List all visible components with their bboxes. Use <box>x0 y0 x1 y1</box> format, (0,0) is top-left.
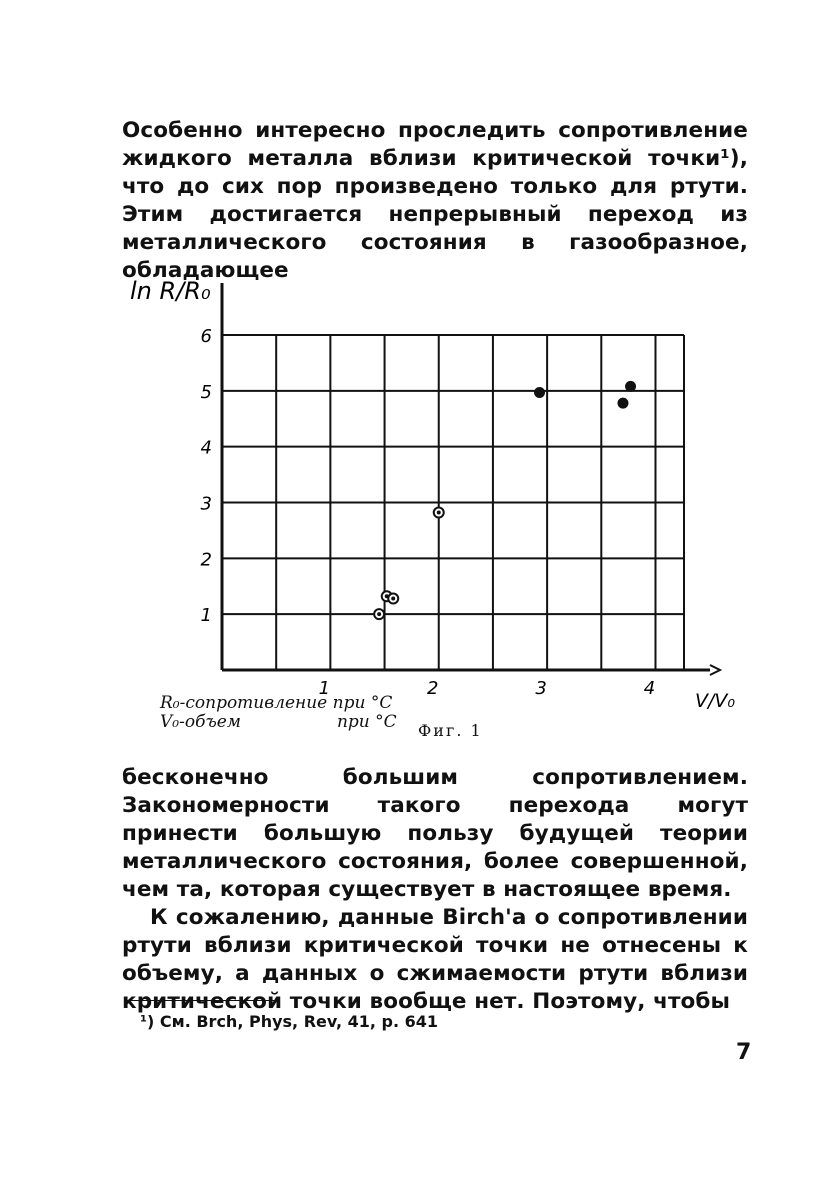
x-axis-arrow <box>710 665 720 675</box>
body-text-top <box>122 117 748 285</box>
data-point <box>534 387 545 398</box>
x-tick-label: 3 <box>535 678 547 699</box>
footnote: ¹) См. Brch, Phys, Rev, 41, p. 641 <box>140 1012 439 1031</box>
y-axis-label: ln R/R₀ <box>130 277 211 305</box>
y-tick-label: 5 <box>200 381 212 403</box>
x-axis-label: V/V₀ <box>695 690 736 712</box>
data-point-center <box>437 511 441 515</box>
figure-legend <box>160 694 397 732</box>
legend-r-line: R₀-сопротивление при °C <box>160 693 393 713</box>
chart-ticks <box>201 326 656 699</box>
chart-points <box>374 381 636 619</box>
chart-grid <box>222 335 684 670</box>
y-tick-label: 1 <box>200 605 212 627</box>
y-tick-label: 3 <box>200 493 212 515</box>
x-tick-label: 1 <box>318 678 331 699</box>
figure-chart <box>130 265 736 715</box>
y-tick-label: 2 <box>200 549 212 571</box>
paragraph: бесконечно большим сопротивлением. Закономерности такого перехода могут принести большую пользу будущей теории металлического состояния, более совершенной, чем та, которая существует в настоящее время. <box>122 765 748 902</box>
footnote-rule <box>124 1000 274 1001</box>
y-tick-label: 4 <box>200 437 212 459</box>
data-point-center <box>377 612 381 616</box>
paragraph: Особенно интересно проследить сопротивление жидкого металла вблизи критической точки¹), что до сих пор произведено только для ртути. Этим достигается непрерывный переход из металлического состояния в газообразное, обладающее <box>122 118 748 283</box>
body-text-bottom <box>122 764 748 1016</box>
legend-r-unit: °C <box>370 693 393 713</box>
page-number: 7 <box>736 1040 752 1065</box>
chart-axes <box>222 283 720 675</box>
paragraph: К сожалению, данные Birch'а о сопротивлении ртути вблизи критической точки не отнесены к объему, а данных о сжимаемости ртути вблизи критической точки вообще нет. Поэтому, чтобы <box>122 905 748 1014</box>
x-tick-label: 2 <box>427 678 439 699</box>
figure-caption: Фиг. 1 <box>418 721 483 740</box>
legend-v-unit: при °C <box>336 712 397 732</box>
data-point-center <box>391 597 395 601</box>
legend-v-line: V₀-объем при °C <box>160 712 397 732</box>
data-point <box>625 381 636 392</box>
data-point <box>617 398 628 409</box>
x-tick-label: 4 <box>643 678 656 699</box>
y-tick-label: 6 <box>200 326 212 347</box>
